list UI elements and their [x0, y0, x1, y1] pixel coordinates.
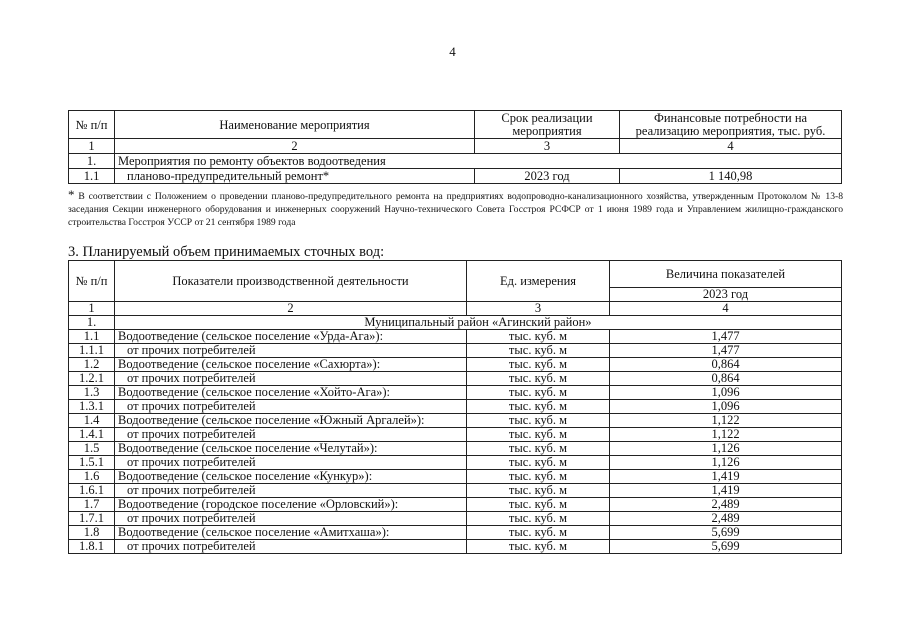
table-row	[69, 330, 842, 344]
row-unit: тыс. куб. м	[467, 540, 610, 554]
row-unit: тыс. куб. м	[467, 372, 610, 386]
row-name: от прочих потребителей	[115, 484, 467, 498]
row-name: от прочих потребителей	[115, 344, 467, 358]
row-name: Водоотведение (сельское поселение «Амитхаша»):	[115, 526, 467, 540]
header-name: Наименование мероприятия	[115, 111, 475, 139]
table-row	[69, 470, 842, 484]
row-unit: тыс. куб. м	[467, 358, 610, 372]
table-row	[69, 414, 842, 428]
table-row	[69, 442, 842, 456]
table-row	[69, 512, 842, 526]
group-row	[69, 316, 842, 330]
wastewater-table	[68, 260, 842, 554]
row-unit: тыс. куб. м	[467, 330, 610, 344]
row-unit: тыс. куб. м	[467, 400, 610, 414]
row-num: 1.1.1	[69, 344, 115, 358]
row-num: 1.1	[69, 330, 115, 344]
header-num: № п/п	[69, 261, 115, 302]
row-num: 1.4.1	[69, 428, 115, 442]
row-value: 1,122	[610, 428, 842, 442]
group-row	[69, 154, 842, 169]
column-number: 2	[115, 302, 467, 316]
header-period: Срок реализации мероприятия	[475, 111, 620, 139]
column-number: 4	[610, 302, 842, 316]
row-num: 1.2	[69, 358, 115, 372]
column-number: 1	[69, 302, 115, 316]
group-num: 1.	[69, 316, 115, 330]
row-name: Водоотведение (сельское поселение «Хойто-Ага»):	[115, 386, 467, 400]
header-value: Величина показателей	[610, 261, 842, 288]
row-num: 1.5.1	[69, 456, 115, 470]
row-num: 1.7.1	[69, 512, 115, 526]
row-name: Водоотведение (городское поселение «Орловский»):	[115, 498, 467, 512]
row-num: 1.6	[69, 470, 115, 484]
column-number: 3	[475, 139, 620, 154]
table-row	[69, 526, 842, 540]
column-number: 3	[467, 302, 610, 316]
row-num: 1.8	[69, 526, 115, 540]
row-unit: тыс. куб. м	[467, 442, 610, 456]
row-unit: тыс. куб. м	[467, 456, 610, 470]
group-num: 1.	[69, 154, 115, 169]
row-name: от прочих потребителей	[115, 512, 467, 526]
row-num: 1.5	[69, 442, 115, 456]
row-value: 0,864	[610, 372, 842, 386]
footnote-star: *	[68, 187, 75, 202]
row-name: Водоотведение (сельское поселение «Сахюрта»):	[115, 358, 467, 372]
row-value: 1,096	[610, 386, 842, 400]
table-row	[69, 498, 842, 512]
row-name: Водоотведение (сельское поселение «Урда-Ага»):	[115, 330, 467, 344]
row-name: Водоотведение (сельское поселение «Кункур»):	[115, 470, 467, 484]
row-name: от прочих потребителей	[115, 540, 467, 554]
row-num: 1.4	[69, 414, 115, 428]
column-number: 1	[69, 139, 115, 154]
group-label: Муниципальный район «Агинский район»	[115, 316, 842, 330]
row-amount: 1 140,98	[620, 169, 842, 184]
row-num: 1.2.1	[69, 372, 115, 386]
section-title: 3. Планируемый объем принимаемых сточных вод:	[68, 244, 385, 260]
row-unit: тыс. куб. м	[467, 470, 610, 484]
row-name: от прочих потребителей	[115, 372, 467, 386]
row-name: Водоотведение (сельское поселение «Челутай»):	[115, 442, 467, 456]
row-num: 1.3	[69, 386, 115, 400]
row-value: 2,489	[610, 498, 842, 512]
row-value: 1,419	[610, 484, 842, 498]
row-num: 1.7	[69, 498, 115, 512]
row-unit: тыс. куб. м	[467, 512, 610, 526]
wastewater-header-row	[69, 261, 842, 288]
header-year: 2023 год	[610, 288, 842, 302]
table-row	[69, 386, 842, 400]
row-unit: тыс. куб. м	[467, 414, 610, 428]
table-row	[69, 456, 842, 470]
row-num: 1.8.1	[69, 540, 115, 554]
column-number-row	[69, 139, 842, 154]
wastewater-rows	[69, 330, 842, 554]
table-row	[69, 484, 842, 498]
row-name: от прочих потребителей	[115, 428, 467, 442]
table-row	[69, 344, 842, 358]
table-row	[69, 428, 842, 442]
measures-table	[68, 110, 842, 184]
row-unit: тыс. куб. м	[467, 498, 610, 512]
row-unit: тыс. куб. м	[467, 484, 610, 498]
row-unit: тыс. куб. м	[467, 428, 610, 442]
header-indicator: Показатели производственной деятельности	[115, 261, 467, 302]
table-row	[69, 400, 842, 414]
row-unit: тыс. куб. м	[467, 386, 610, 400]
row-unit: тыс. куб. м	[467, 526, 610, 540]
row-unit: тыс. куб. м	[467, 344, 610, 358]
row-value: 1,477	[610, 344, 842, 358]
row-value: 1,096	[610, 400, 842, 414]
table-row	[69, 358, 842, 372]
row-value: 1,126	[610, 456, 842, 470]
header-unit: Ед. измерения	[467, 261, 610, 302]
table-row	[69, 372, 842, 386]
row-name: Водоотведение (сельское поселение «Южный Аргалей»):	[115, 414, 467, 428]
page-number: 4	[449, 44, 456, 59]
row-value: 1,126	[610, 442, 842, 456]
column-number-row	[69, 302, 842, 316]
measures-header-row	[69, 111, 842, 139]
row-num: 1.1	[69, 169, 115, 184]
header-financing: Финансовые потребности на реализацию мероприятия, тыс. руб.	[620, 111, 842, 139]
column-number: 4	[620, 139, 842, 154]
row-value: 1,419	[610, 470, 842, 484]
row-num: 1.6.1	[69, 484, 115, 498]
header-num: № п/п	[69, 111, 115, 139]
table-row	[69, 540, 842, 554]
row-value: 1,122	[610, 414, 842, 428]
row-period: 2023 год	[475, 169, 620, 184]
footnote-text: В соответствии с Положением о проведении планово-предупредительного ремонта на предприятиях водопроводно-канализационного хозяйства, утвержденным Протоколом № 13-8 заседания Секции инженерного оборудования и инженерных сооружений Научно-технического Совета Госстроя РСФСР от 1 июня 1989 года и Управлением жилищно-гражданского строительства Госстроя УССР от 21 сентября 1989 года	[68, 191, 843, 228]
row-value: 5,699	[610, 526, 842, 540]
row-value: 0,864	[610, 358, 842, 372]
row-name: от прочих потребителей	[115, 400, 467, 414]
footnote	[68, 188, 843, 229]
column-number: 2	[115, 139, 475, 154]
row-value: 5,699	[610, 540, 842, 554]
row-name: планово-предупредительный ремонт*	[115, 169, 475, 184]
row-value: 1,477	[610, 330, 842, 344]
table-row	[69, 169, 842, 184]
row-name: от прочих потребителей	[115, 456, 467, 470]
group-label: Мероприятия по ремонту объектов водоотведения	[115, 154, 842, 169]
row-value: 2,489	[610, 512, 842, 526]
row-num: 1.3.1	[69, 400, 115, 414]
